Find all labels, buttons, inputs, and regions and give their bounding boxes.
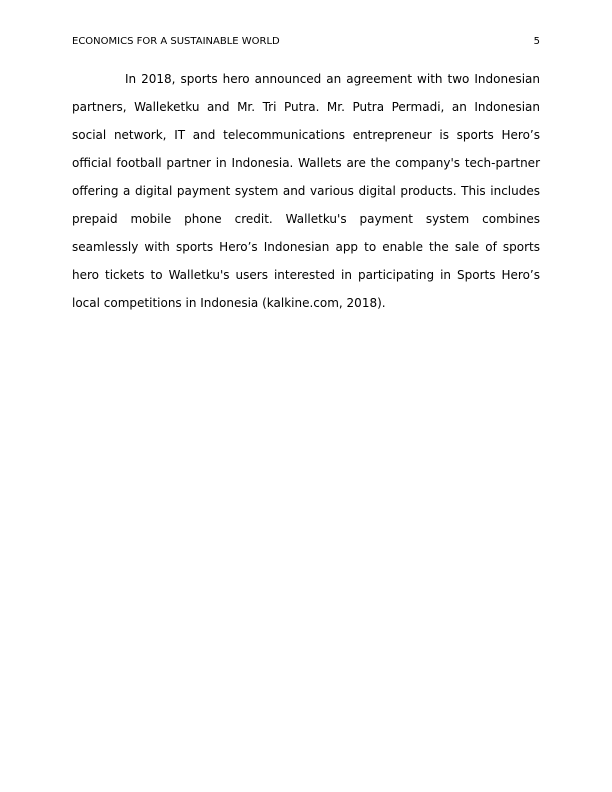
body-paragraph: In 2018, sports hero announced an agreement with two Indonesian partners, Walleketku and Mr. Tri Putra. Mr. Putra Permadi, an Indonesian social network, IT and telecommunications entrepreneur is sports Hero’s official football partner in Indonesia. Wallets are the company's tech-partner offering a digital payment system and various digital products. This includes prepaid mobile phone credit. Walletku's payment system combines seamlessly with sports Hero’s Indonesian app to enable the sale of sports hero tickets to Walletku's users interested in participating in Sports Hero’s local competitions in Indonesia (kalkine.com, 2018).	[72, 72, 540, 310]
page-number: 5	[533, 36, 540, 47]
running-head-title: ECONOMICS FOR A SUSTAINABLE WORLD	[72, 36, 280, 47]
running-head	[72, 35, 540, 49]
